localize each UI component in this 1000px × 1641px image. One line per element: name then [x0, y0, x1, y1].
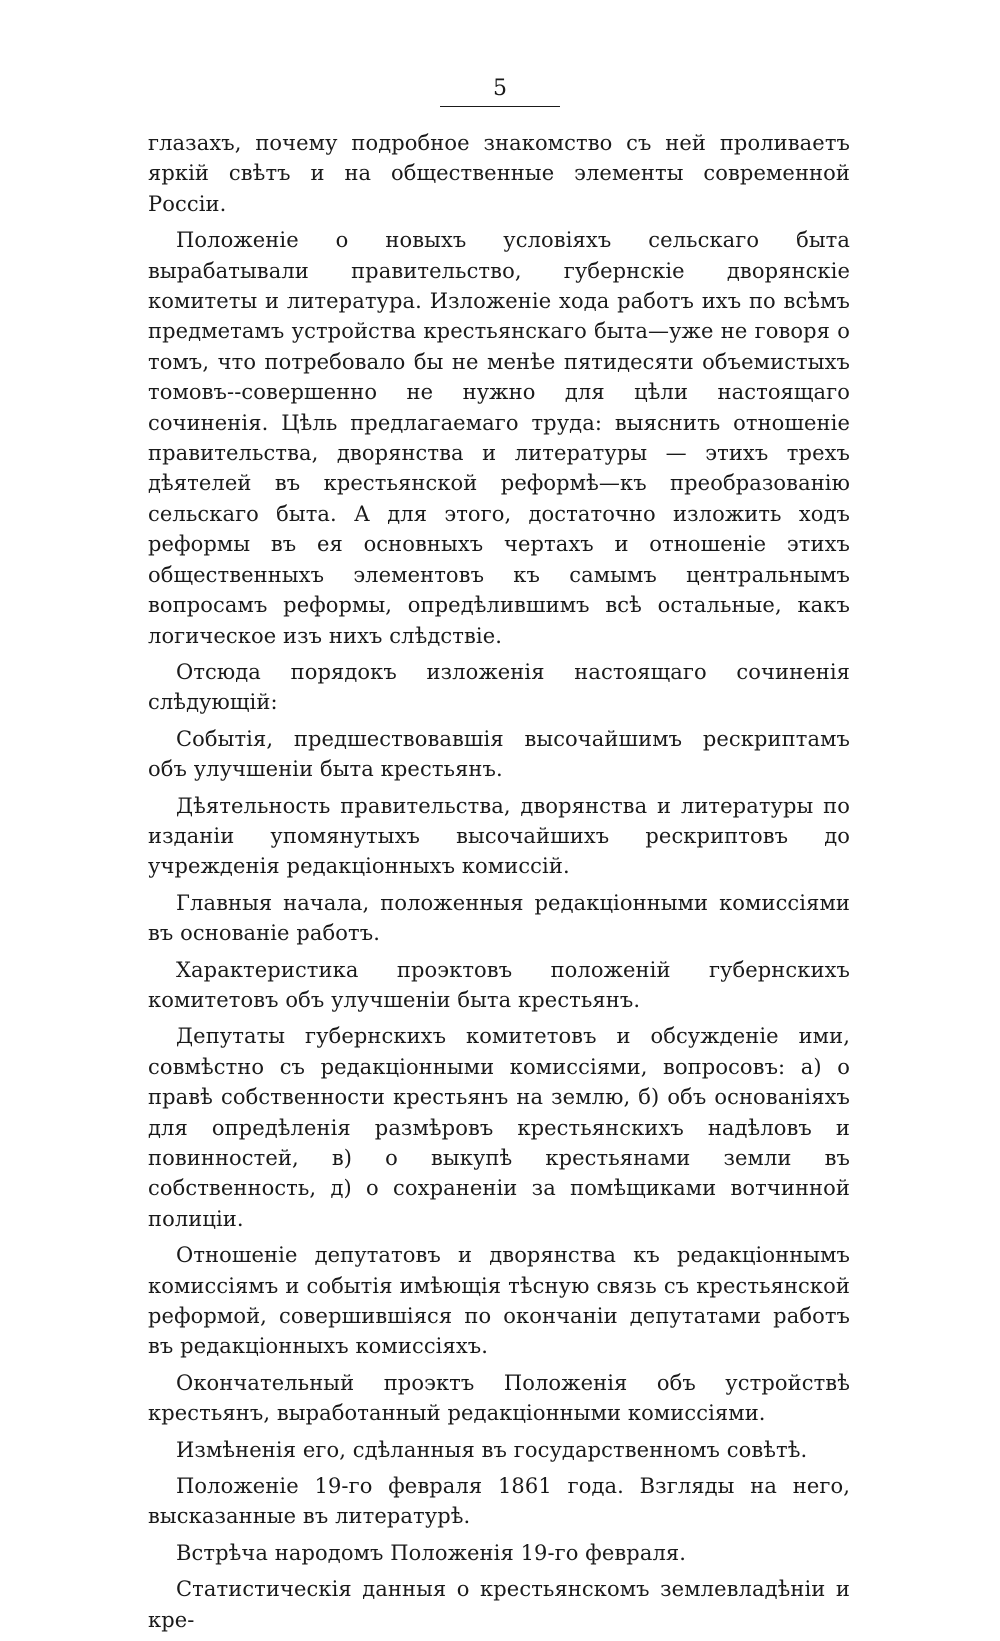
list-item: Главныя начала, положенныя редакціонными комиссіями въ основаніе работъ.: [148, 890, 850, 946]
list-item: Характеристика проэктовъ положеній губернскихъ комитетовъ объ улучшеніи быта крестьянъ.: [148, 957, 850, 1012]
paragraph: Отсюда порядокъ изложенія настоящаго сочиненія слѣдующій:: [148, 659, 850, 715]
body-text: [148, 128, 850, 1641]
header-rule: [440, 106, 560, 107]
list-item: Отношеніе депутатовъ и дворянства къ редакціоннымъ комиссіямъ и событія имѣющія тѣсную связь съ крестьянской реформой, совершившіяся по окончаніи депутатами работъ въ редакціонныхъ комиссіяхъ.: [148, 1243, 850, 1359]
list-item: Событія, предшествовавшія высочайшимъ рескриптамъ объ улучшеніи быта крестьянъ.: [148, 726, 850, 782]
list-item: Депутаты губернскихъ комитетовъ и обсужденіе ими, совмѣстно съ редакціонными комиссіями, вопросовъ: а) о правѣ собственности крестьянъ на землю, б) объ основаніяхъ для опредѣленія размѣровъ крестьянскихъ надѣловъ и повинностей, в) о выкупѣ крестьянами земли въ собственность, д) о сохраненіи за помѣщиками вотчинной полиціи.: [148, 1024, 850, 1231]
page-number: 5: [493, 76, 507, 101]
list-item: Измѣненія его, сдѣланныя въ государственномъ совѣтѣ.: [176, 1437, 808, 1462]
list-item: Положеніе 19-го февраля 1861 года. Взгляды на него, высказанные въ литературѣ.: [148, 1474, 850, 1529]
paragraph: глазахъ, почему подробное знакомство съ ней проливаетъ яркій свѣтъ и на общественные элементы современной Россіи.: [148, 131, 850, 216]
paragraph: Положеніе о новыхъ условіяхъ сельскаго быта вырабатывали правительство, губернскіе дворянскіе комитеты и литература. Изложеніе хода работъ ихъ по всѣмъ предметамъ устройства крестьянскаго быта—уже не говоря о томъ, что потребовало бы не менѣе пятидесяти объемистыхъ томовъ--совершенно не нужно для цѣли настоящаго сочиненія. Цѣль предлагаемаго труда: выяснить отношеніе правительства, дворянства и литературы — этихъ трехъ дѣятелей въ крестьянской реформѣ—къ преобразованію сельскаго быта. А для этого, достаточно изложить ходъ реформы въ ея основныхъ чертахъ и отношеніе этихъ общественныхъ элементовъ къ самымъ центральнымъ вопросамъ реформы, опредѣлившимъ всѣ остальные, какъ логическое изъ нихъ слѣдствіе.: [148, 228, 850, 648]
list-item: Окончательный проэктъ Положенія объ устройствѣ крестьянъ, выработанный редакціонными комиссіями.: [148, 1370, 850, 1426]
list-item: Статистическія данныя о крестьянскомъ землевладѣніи и кре-: [148, 1577, 850, 1632]
list-item: Дѣятельность правительства, дворянства и литературы по изданіи упомянутыхъ высочайшихъ рескриптовъ до учрежденія редакціонныхъ комиссій.: [148, 793, 850, 879]
list-item: Встрѣча народомъ Положенія 19-го февраля.: [176, 1540, 687, 1565]
